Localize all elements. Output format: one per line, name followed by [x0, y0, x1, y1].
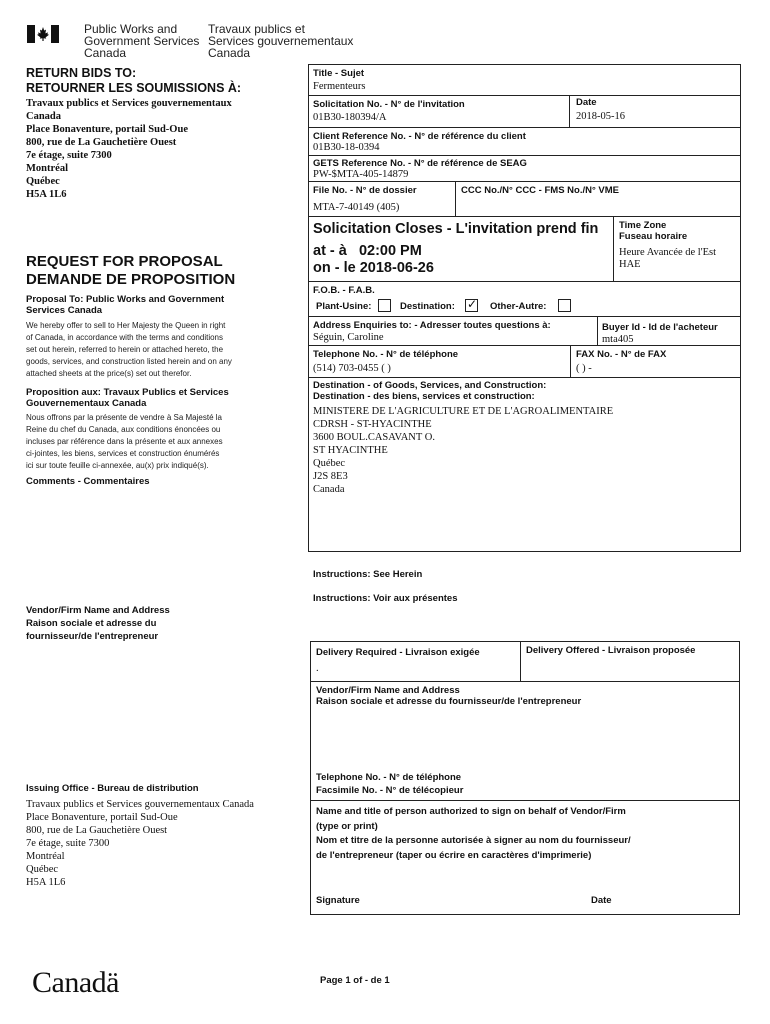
gets-reference-label: GETS Reference No. - N° de référence de SEAG [313, 158, 527, 169]
telephone-label: Telephone No. - N° de téléphone [313, 349, 459, 360]
address-enquiries-label: Address Enquiries to: - Adresser toutes questions à: [313, 320, 551, 331]
proposal-to-label: Proposal To: Public Works and Government Services Canada [26, 294, 225, 316]
instructions-fr: Instructions: Voir aux présentes [313, 593, 458, 604]
instructions-en: Instructions: See Herein [313, 569, 423, 580]
department-name-en: Public Works and Government Services Canada [84, 22, 200, 60]
delivery-required-value[interactable]: . [316, 663, 319, 674]
buyer-id-label: Buyer Id - Id de l'acheteur [602, 322, 718, 333]
rfp-title: REQUEST FOR PROPOSAL DEMANDE DE PROPOSITION [26, 253, 236, 288]
checkmark-icon: ✓ [467, 297, 478, 311]
solicitation-value: 01B30-180394/A [313, 112, 387, 123]
other-label: Other-Autre: [490, 301, 547, 312]
signature-date-label: Date [591, 895, 612, 906]
ccc-number-label: CCC No./N° CCC - FMS No./N° VME [461, 185, 620, 196]
solicitation-closes-label: Solicitation Closes - L'invitation prend fin [313, 221, 599, 237]
fob-label: F.O.B. - F.A.B. [313, 285, 375, 296]
page-number: Page 1 of - de 1 [320, 975, 390, 986]
canada-wordmark: Canadä [32, 966, 119, 999]
destination-checkbox[interactable] [465, 299, 478, 312]
return-bids-address: Travaux publics et Services gouvernementaux Canada Place Bonaventure, portail Sud-Oue 800, rue de La Gauchetière Ouest 7e étage, suite 7300 Montréal Québec H5A 1L6 [26, 98, 232, 200]
destination-goods-label: Destination - of Goods, Services, and Construction: Destination - des biens, services et construction: [313, 380, 547, 402]
destination-address: MINISTERE DE L'AGRICULTURE ET DE L'AGROALIMENTAIRE CDRSH - ST-HYACINTHE 3600 BOUL.CASAVANT O. ST HYACINTHE Québec J2S 8E3 Canada [313, 406, 614, 495]
comments-label: Comments - Commentaires [26, 476, 150, 487]
client-reference-label: Client Reference No. - N° de référence du client [313, 131, 526, 142]
file-number-value: MTA-7-40149 (405) [313, 202, 400, 213]
canada-flag-icon [27, 25, 59, 43]
fax-label: FAX No. - N° de FAX [576, 349, 667, 360]
title-value: Fermenteurs [313, 81, 366, 92]
issuing-office-label: Issuing Office - Bureau de distribution [26, 783, 199, 794]
gets-reference-value: PW-$MTA-405-14879 [313, 169, 409, 180]
date-label: Date [576, 97, 597, 108]
delivery-offered-label: Delivery Offered - Livraison proposée [526, 645, 696, 656]
time-zone-value: Heure Avancée de l'Est HAE [619, 247, 717, 270]
client-reference-value: 01B30-18-0394 [313, 142, 380, 153]
telephone-value: (514) 703-0455 ( ) [313, 363, 391, 374]
department-name-fr: Travaux publics et Services gouvernementaux Canada [208, 22, 354, 60]
authorized-signer-label: Name and title of person authorized to sign on behalf of Vendor/Firm (type or print) Nom et titre de la personne autorisée à signer au nom du fournisseur/ de l'entrepreneur (taper ou écrire en caractères d'imprimerie) [316, 806, 631, 861]
vendor-left-label: Vendor/Firm Name and Address Raison sociale et adresse du fournisseur/de l'entrepreneur [26, 605, 170, 642]
file-number-label: File No. - N° de dossier [313, 185, 417, 196]
title-label: Title - Sujet [313, 68, 365, 79]
time-zone-label: Time Zone Fuseau horaire [619, 220, 688, 242]
vendor-name-address-label: Vendor/Firm Name and Address Raison sociale et adresse du fournisseur/de l'entrepreneur [316, 685, 582, 707]
return-bids-title: RETURN BIDS TO: RETOURNER LES SOUMISSIONS À: [26, 66, 242, 95]
vendor-contact-label: Telephone No. - N° de téléphone Facsimile No. - N° de télécopieur [316, 772, 464, 796]
buyer-id-value: mta405 [602, 334, 634, 345]
solicitation-label: Solicitation No. - N° de l'invitation [313, 99, 465, 110]
closing-date: on - le 2018-06-26 [313, 260, 434, 276]
proposal-to-text: We hereby offer to sell to Her Majesty the Queen in right of Canada, in accordance with the terms and conditions set out herein, referred to herein or attached hereto, the goods, services, and construction listed herein and on any attached sheets at the price(s) set out therefor. [26, 321, 232, 378]
other-checkbox[interactable] [558, 299, 571, 312]
closing-time: at - à 02:00 PM [313, 243, 422, 259]
signature-label: Signature [316, 895, 360, 906]
address-enquiries-value: Séguin, Caroline [313, 332, 384, 343]
date-value: 2018-05-16 [576, 111, 625, 122]
delivery-required-label: Delivery Required - Livraison exigée [316, 647, 480, 658]
proposition-text: Nous offrons par la présente de vendre à Sa Majesté la Reine du chef du Canada, aux conditions énoncées ou incluses par référence dans la présente et aux annexes ci-jointes, les biens, services et construction énumérés ici sur toute feuille ci-annexée, au(x) prix indiqué(s). [26, 413, 223, 470]
plant-label: Plant-Usine: [316, 301, 372, 312]
plant-checkbox[interactable] [378, 299, 391, 312]
fax-value: ( ) - [576, 363, 592, 374]
proposition-label: Proposition aux: Travaux Publics et Services Gouvernementaux Canada [26, 387, 229, 409]
destination-label: Destination: [400, 301, 455, 312]
issuing-office-address: Travaux publics et Services gouvernementaux Canada Place Bonaventure, portail Sud-Oue 800, rue de La Gauchetière Ouest 7e étage, suite 7300 Montréal Québec H5A 1L6 [26, 799, 254, 888]
